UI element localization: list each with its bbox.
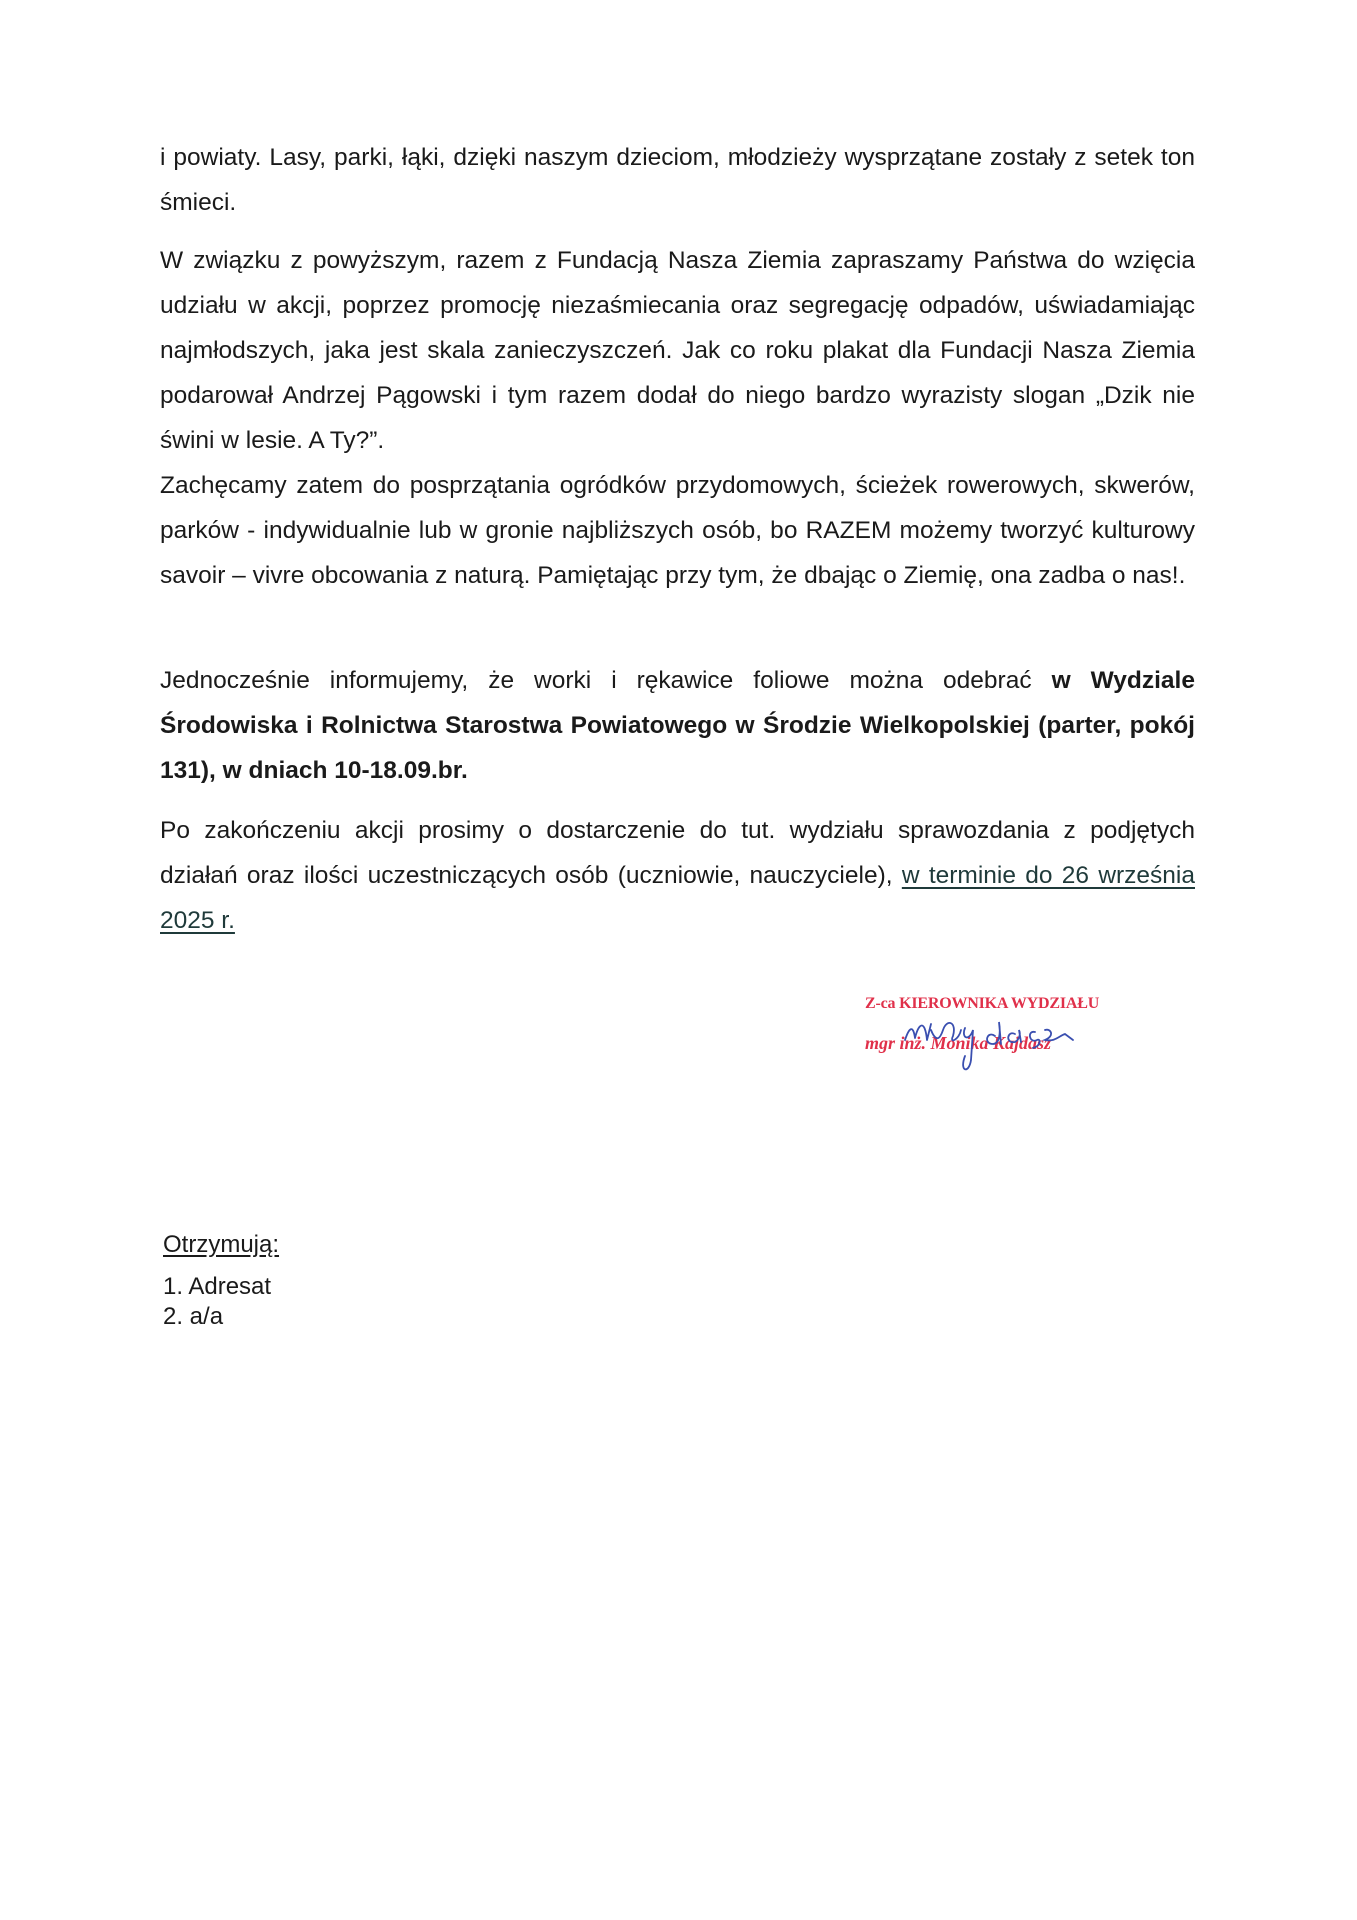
handwritten-signature xyxy=(895,1000,1125,1080)
signature-title: Z-ca KIEROWNIKA WYDZIAŁU xyxy=(865,995,1100,1012)
paragraph-encouragement: Zachęcamy zatem do posprzątania ogródków przydomowych, ścieżek rowerowych, skwerów, parków - indywidualnie lub w gronie najbliższych osób, bo RAZEM możemy tworzyć kulturowy savoir – vivre obcowania z naturą. Pamiętając przy tym, że dbając o Ziemię, ona zadba o nas!. xyxy=(160,472,1195,589)
paragraph-invitation: W związku z powyższym, razem z Fundacją Nasza Ziemia zapraszamy Państwa do wzięcia udziału w akcji, poprzez promocję niezaśmiecania oraz segregację odpadów, uświadamiając najmłodszych, jaka jest skala zanieczyszczeń. Jak co roku plakat dla Fundacji Nasza Ziemia podarował Andrzej Pągowski i tym razem dodał do niego bardzo wyrazisty slogan „Dzik nie świni w lesie. A Ty?”. xyxy=(160,247,1195,454)
recipient-item: 1. Adresat xyxy=(163,1273,272,1300)
pickup-intro: Jednocześnie informujemy, że worki i rękawice foliowe można odebrać xyxy=(160,667,1052,694)
paragraph-cleanup-results: i powiaty. Lasy, parki, łąki, dzięki naszym dzieciom, młodzieży wysprzątane zostały z setek ton śmieci. xyxy=(160,144,1195,216)
recipients-list xyxy=(163,1230,279,1332)
signature-stamp xyxy=(865,995,1125,1075)
pickup-location: w Wydziale Środowiska i Rolnictwa Starostwa Powiatowego w Środzie Wielkopolskiej (parter, pokój 131), w dniach 10-18.09.br. xyxy=(160,667,1195,784)
paragraph-report-request xyxy=(160,808,1195,943)
paragraph-pickup-info xyxy=(160,658,1195,793)
report-deadline: w terminie do 26 września 2025 r. xyxy=(160,862,1195,934)
report-intro: Po zakończeniu akcji prosimy o dostarczenie do tut. wydziału sprawozdania z podjętych działań oraz ilości uczestniczących osób (uczniowie, nauczyciele), xyxy=(160,817,1195,889)
recipients-heading: Otrzymują: xyxy=(163,1231,280,1258)
signature-name: mgr inż. Monika Kajdasz xyxy=(865,1033,1052,1053)
recipient-item: 2. a/a xyxy=(163,1303,224,1330)
